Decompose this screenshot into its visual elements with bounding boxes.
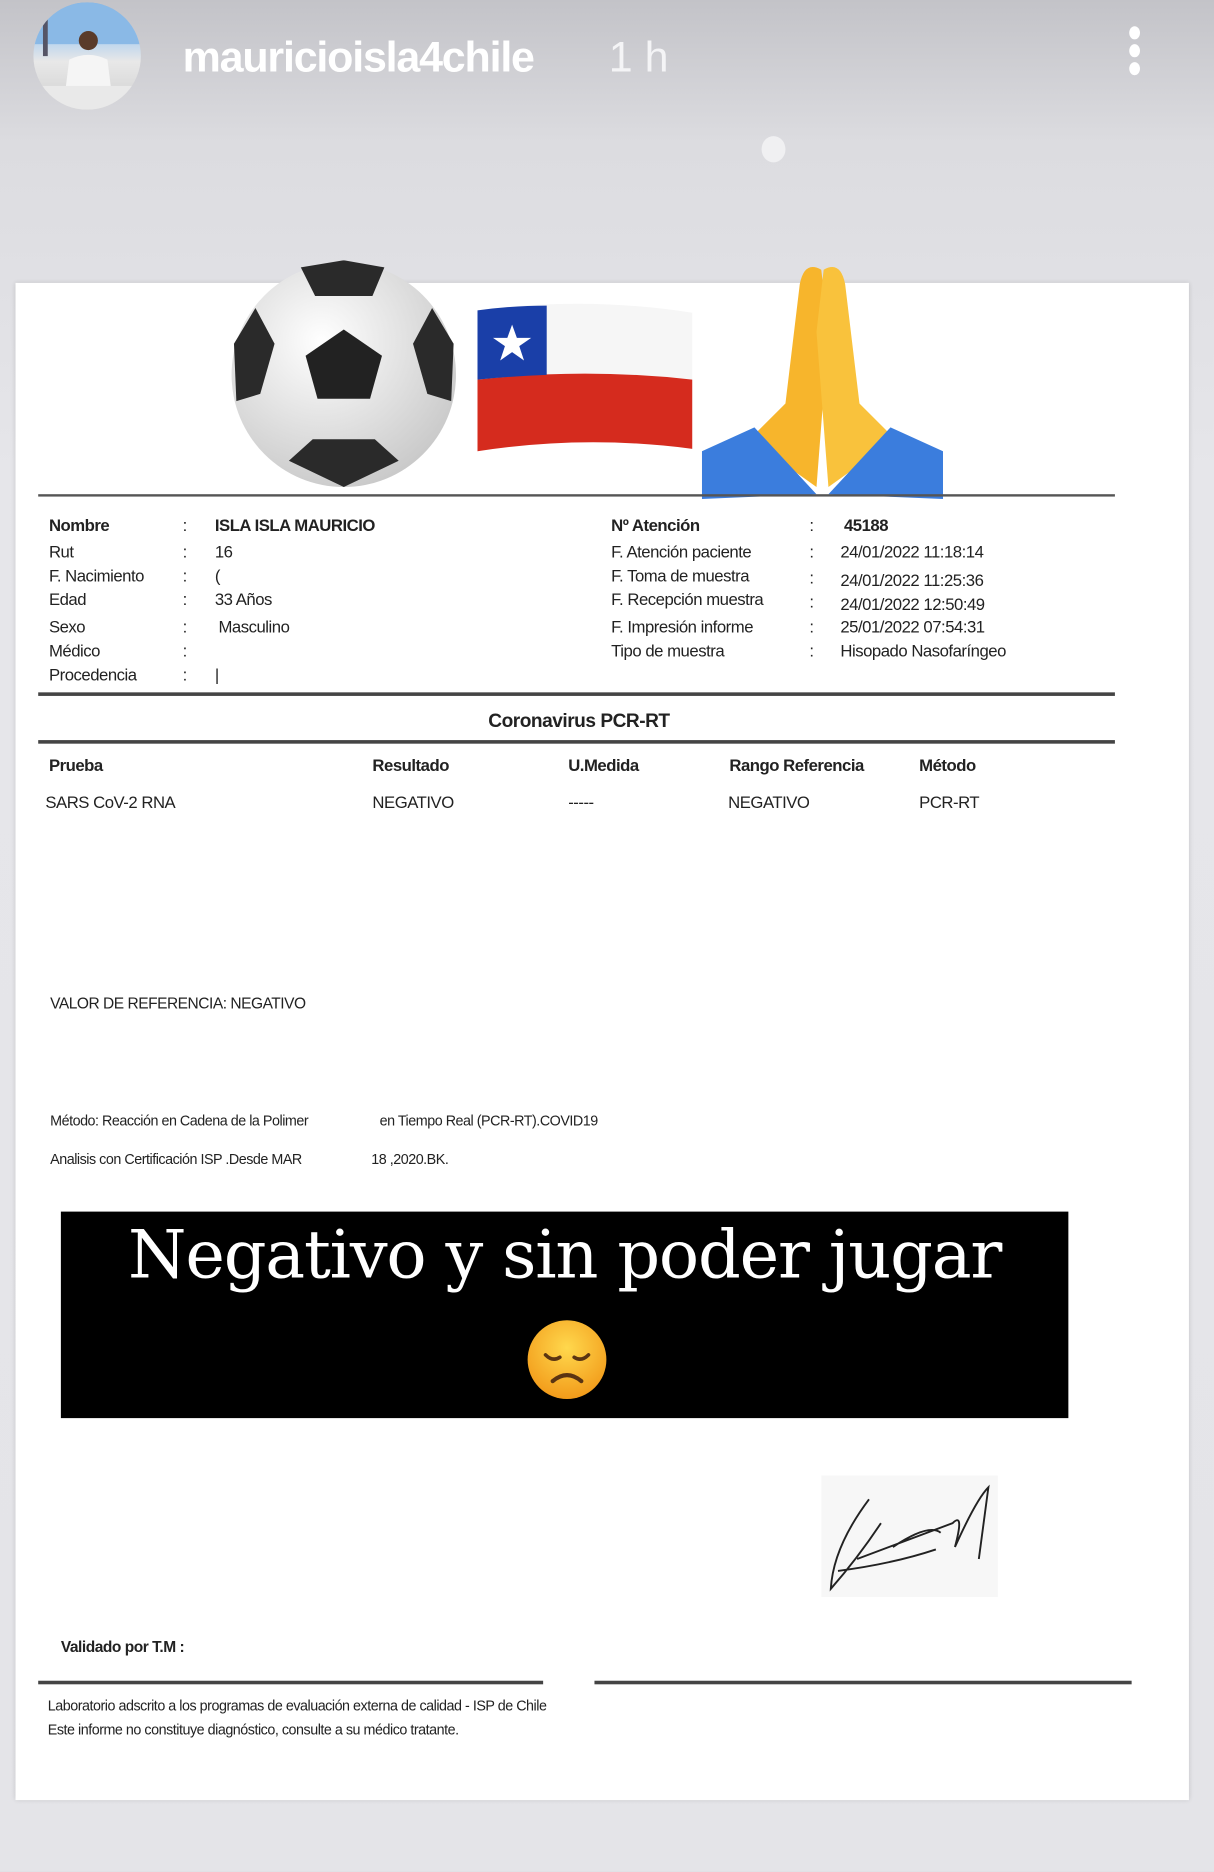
col-header-umedida: U.Medida xyxy=(568,755,639,775)
label-recepcion-muestra: F. Recepción muestra xyxy=(611,589,764,609)
colon: : xyxy=(182,617,187,637)
avatar[interactable] xyxy=(33,2,140,109)
label-atencion: Nº Atención xyxy=(611,515,700,535)
divider xyxy=(38,692,1115,696)
value-recepcion-muestra: 24/01/2022 12:50:49 xyxy=(840,594,985,614)
label-toma-muestra: F. Toma de muestra xyxy=(611,565,750,585)
chile-flag-icon xyxy=(477,301,692,456)
username[interactable]: mauricioisla4chile xyxy=(182,32,534,82)
indicator-dot xyxy=(762,136,786,162)
colon: : xyxy=(182,565,187,585)
colon: : xyxy=(809,541,814,562)
value-sexo: Masculino xyxy=(218,617,290,637)
col-header-metodo: Método xyxy=(919,755,976,775)
divider xyxy=(38,494,1115,496)
label-impresion-informe: F. Impresión informe xyxy=(611,617,754,637)
colon: : xyxy=(182,641,187,661)
value-nombre: ISLA ISLA MAURICIO xyxy=(214,515,375,535)
caption-text: Negativo y sin poder jugar xyxy=(128,1216,1002,1294)
more-vertical-icon[interactable] xyxy=(1122,26,1146,86)
col-header-prueba: Prueba xyxy=(48,755,103,775)
method-note-1: Método: Reacción en Cadena de la Polimer xyxy=(50,1112,309,1130)
colon: : xyxy=(809,515,814,535)
post-time: 1 h xyxy=(608,32,669,82)
divider xyxy=(38,1681,543,1685)
label-rut: Rut xyxy=(48,541,74,562)
cell-umedida: ----- xyxy=(568,792,594,812)
value-impresion-informe: 25/01/2022 07:54:31 xyxy=(840,617,985,637)
cert-note-2: 18 ,2020.BK. xyxy=(371,1150,449,1168)
colon: : xyxy=(182,589,187,609)
caption-banner xyxy=(61,1212,1068,1419)
colon: : xyxy=(809,568,814,588)
label-medico: Médico xyxy=(48,641,100,661)
label-tipo-muestra: Tipo de muestra xyxy=(611,641,725,661)
lab-report xyxy=(16,283,1189,1800)
colon: : xyxy=(809,617,814,637)
value-procedencia: | xyxy=(214,664,219,684)
reference-value: VALOR DE REFERENCIA: NEGATIVO xyxy=(50,994,306,1013)
colon: : xyxy=(182,515,187,535)
validated-by-label: Validado por T.M : xyxy=(60,1637,185,1656)
col-header-resultado: Resultado xyxy=(372,755,449,775)
section-title: Coronavirus PCR-RT xyxy=(488,711,670,732)
cell-resultado: NEGATIVO xyxy=(372,792,454,812)
colon: : xyxy=(182,541,187,562)
col-header-rango: Rango Referencia xyxy=(729,755,864,775)
label-nombre: Nombre xyxy=(48,515,110,535)
label-atencion-paciente: F. Atención paciente xyxy=(611,541,752,562)
disappointed-face-icon xyxy=(526,1319,607,1400)
cell-metodo: PCR-RT xyxy=(919,792,980,812)
label-procedencia: Procedencia xyxy=(48,664,137,684)
soccer-ball-icon xyxy=(229,260,458,489)
footer-line-1: Laboratorio adscrito a los programas de evaluación externa de calidad - ISP de Chile xyxy=(47,1697,547,1715)
value-rut: 16 xyxy=(214,541,233,562)
value-atencion-paciente: 24/01/2022 11:18:14 xyxy=(840,541,984,562)
divider xyxy=(38,740,1115,744)
cell-rango: NEGATIVO xyxy=(728,792,810,812)
value-nacimiento: ( xyxy=(214,565,220,585)
value-atencion: 45188 xyxy=(843,515,889,535)
colon: : xyxy=(809,641,814,661)
cert-note-1: Analisis con Certificación ISP .Desde MAR xyxy=(50,1150,302,1168)
signature xyxy=(821,1475,998,1597)
value-edad: 33 Años xyxy=(214,589,272,609)
label-nacimiento: F. Nacimiento xyxy=(48,565,144,585)
value-toma-muestra: 24/01/2022 11:25:36 xyxy=(840,570,984,590)
footer-line-2: Este informe no constituye diagnóstico, consulte a su médico tratante. xyxy=(47,1721,459,1739)
divider xyxy=(594,1681,1131,1685)
colon: : xyxy=(182,664,187,684)
cell-prueba: SARS CoV-2 RNA xyxy=(45,792,176,812)
value-tipo-muestra: Hisopado Nasofaríngeo xyxy=(840,641,1006,661)
label-edad: Edad xyxy=(48,589,87,609)
colon: : xyxy=(809,592,814,612)
label-sexo: Sexo xyxy=(48,617,86,637)
praying-hands-icon xyxy=(702,260,943,501)
avatar-photo xyxy=(33,2,140,109)
method-note-2: en Tiempo Real (PCR-RT).COVID19 xyxy=(379,1112,598,1130)
